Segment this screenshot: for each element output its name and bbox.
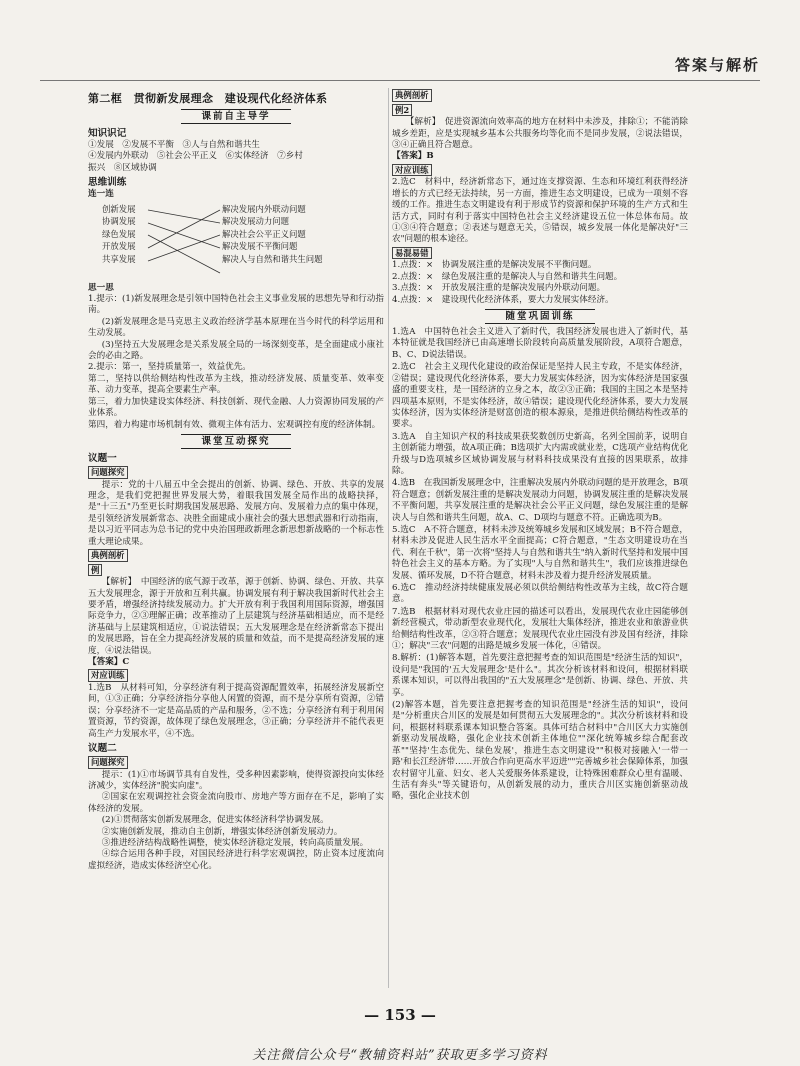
suitang-item: 4.选B 在我国新发展理念中，注重解决发展内外联动问题的是开放理念，B项符合题意；创新发展注重的是解决发展动力问题，协调发展注重的是解决发展不平衡问题，共享发展注重的是解决社会公平正义问题，绿色发展注重的是解决人与自然和谐共生问题，故A、C、D项均与题意不符。正确选项为B。 (392, 478, 688, 523)
daan1-text: 【答案】C (88, 656, 130, 667)
wenti2-line: 提示：(1)①市场调节具有自发性，受多种因素影响，使得资源投向实体经济减少，实体经济"脱实向虚"。 (88, 769, 384, 791)
siwei-heading: 思维训练 (88, 177, 127, 189)
si-para: (3)坚持五大发展理念是关系发展全局的一场深刻变革，是全面建成小康社会的必由之路。 (88, 339, 384, 362)
duiying1-label: 对应训练 (88, 669, 128, 682)
yihun-label: 易混易错 (392, 247, 432, 260)
suitang-item: 2.选C 社会主义现代化建设的政治保证是坚持人民主专政，不是实体经济，②错误；建设现代化经济体系，要大力发展实体经济，因为实体经济是国家强盛的重要支柱，是一国经济的立身之本，故②③正确；我国的主国之本是坚持四项基本原则，不是实体经济，故④错误；建设现代化经济体系，要大力发展实体经济，因为实体经济是财富创造的根本源泉，是推进供给侧结构性改革的要求。 (392, 362, 688, 430)
wenti2-line: ②国家在宏观调控社会资金流向股市、房地产等方面存在不足，影响了实体经济的发展。 (88, 792, 384, 814)
yihun-line: 3.点拨：× 开放发展注重的是解决发展内外联动问题。 (392, 283, 606, 294)
li1-label: 例 (88, 564, 102, 577)
si-para: 第二，坚持以供给侧结构性改革为主线，推动经济发展、质量变革、效率变革、动力变革，提高全要素生产率。 (88, 373, 384, 396)
wenti2-line: ④综合运用各种手段，对国民经济进行科学宏观调控，防止资本过度流向虚拟经济，造成实体经济空心化。 (88, 849, 384, 871)
banner-pre-class: 课前自主导学 (181, 109, 291, 124)
matching-diagram (88, 203, 384, 281)
header-tag: 答案与解析 (674, 56, 760, 74)
daan2-text: 【答案】B (392, 151, 434, 162)
si-para: 2.提示：第一，坚持质量第一，效益优先。 (88, 362, 251, 373)
suitang-item: (2)解答本题，首先要注意把握考查的知识范围是"经济生活的知识"，设问是"分析重庆合川区的发展是如何贯彻五大发展理念的"。其次分析该材料和设问，根据材料联系课本知识整合答案。具体可结合材料中"合川区大力实施创新驱动发展战略，强化企业技术创新主体地位""深化统筹城乡综合配套改革""坚持'生态优先、绿色发展'，推进生态文明建设""积极对接融入'一带一路'和长江经济带……开放合作向更高水平迈进""完善城乡社会保障体系，加强农村留守儿童、妇女、老人关爱服务体系建设，让特殊困难群众心里有温暖、生活有奔头"等关键语句，从创新发展的动力，重庆合川区实施创新驱动战略，强化企业技术创 (392, 700, 688, 802)
wenti1-text: 提示：党的十八届五中全会提出的创新、协调、绿色、开放、共享的发展理念，是我们党把握世界发展大势，着眼我国发展全局作出的战略抉择，是"十三五"乃至更长时期我国发展思路、发展方向、发展着力点的集中体现，是引领经济发展新常态、决胜全面建成小康社会的强大思想武器和行动指南，是以习近平同志为总书记的党中央治国理政新理念新思想新战略的一个标志性重大理论成果。 (88, 479, 384, 547)
matching-right-list (222, 203, 352, 266)
dianli2-label: 典例剖析 (392, 89, 432, 102)
yihun-line: 2.点拨：× 绿色发展注重的是解决人与自然和谐共生问题。 (392, 271, 623, 282)
suitang-item: 7.选B 根据材料对现代农业庄园的描述可以看出，发展现代农业庄园能够创新经营模式，带动新型农业现代化，发展壮大集体经济，推进农业和旅游业供给侧结构性改革，②③符合题意；发展现代农业庄园没有涉及国有经济，排除①；解决"三农"问题的出路是城乡发展一体化，④错误。 (392, 606, 688, 652)
duiying2-text: 2.选C 材料中，经济新常态下，通过连支撑资源、生态和环境红利获得经济增长的方式已经无法持续，另一方面，推进生态文明建设，已成为一项刻不容缓的工作。推进生态文明建设有利于形成节约资源和保护环境的生产方式和生活方式，同时有利于落实中国特色社会主义经济建设五位一体总体布局。故①③④符合题意；②表述与题意无关，⑤错误，城乡发展一体化是解决好"三农"问题的根本途径。 (392, 177, 688, 245)
matching-left-item: 共享发展 (102, 254, 136, 264)
si-para: (2)新发展理念是马克思主义政治经济学基本原理在当今时代的科学运用和生动发展。 (88, 316, 384, 339)
duiying2-label: 对应训练 (392, 164, 432, 177)
header-rule (40, 80, 760, 81)
zhishi-line: 振兴 ⑧区域协调 (88, 162, 157, 173)
yihun-line: 1.点拨：× 协调发展注重的是解决发展不平衡问题。 (392, 260, 597, 271)
banner-after-class: 随堂巩固训练 (485, 309, 595, 324)
yiti2-heading: 议题二 (88, 743, 117, 754)
page-number: — 153 — (364, 1006, 436, 1024)
suitang-item: 8.解析：(1)解答本题，首先要注意把握考查的知识范围是"经济生活的知识"，设问是"我国的'五大发展理念'是什么"。其次分析该材料和设问，根据材料联系课本知识，可以得出我国的"五大发展理念"是创新、协调、绿色、开放、共享。 (392, 653, 688, 698)
section-title: 第二框 贯彻新发展理念 建设现代化经济体系 (88, 92, 328, 105)
wenti2-line: ③推进经济结构战略性调整，使实体经济稳定发展，转向高质量发展。 (101, 838, 369, 849)
yiti1-heading: 议题一 (88, 452, 117, 464)
zhishi-list (88, 140, 384, 174)
si-para: 第四，着力构建市场机制有效、微观主体有活力、宏观调控有度的经济体制。 (88, 419, 381, 430)
matching-right-item: 解决发展动力问题 (222, 216, 289, 227)
yihun-list (392, 260, 688, 306)
si-answers (88, 294, 384, 431)
suitang-item: 6.选C 推动经济持续健康发展必须以供给侧结构性改革为主线，故C符合题意。 (392, 583, 688, 605)
si-para: 1.提示：(1)新发展理念是引领中国特色社会主义事业发展的思想先导和行动指南。 (88, 294, 384, 316)
matching-right-item: 解决社会公平正义问题 (222, 228, 306, 239)
wenti2-line: (2)①贯彻落实创新发展理念，促进实体经济科学协调发展。 (101, 815, 329, 826)
column-divider (388, 88, 389, 988)
footer-note: 关注微信公众号“教辅资料站”获取更多学习资料 (252, 1048, 548, 1063)
right-column (392, 88, 688, 988)
lian-heading: 连一连 (88, 189, 114, 200)
li2-label: 例2 (392, 104, 412, 117)
si-para: 第三，着力加快建设实体经济、科技创新、现代金融、人力资源协同发展的产业体系。 (88, 396, 384, 419)
suitang-item: 5.选C A不符合题意，材料未涉及统筹城乡发展和区域发展；B不符合题意，材料未涉及促进人民生活水平全面提高；C符合题意，"生态文明建设功在当代、利在千秋"，第一次将"坚持人与自然和谐共生"纳入新时代坚持和发展中国特色社会主义的基本方略。为了实现"人与自然和谐共生"，我们应该推进绿色发展、循环发展，D不符合题意，材料未涉及着力提升经济发展质量。 (392, 524, 688, 581)
jiexi2-text: 【解析】 促进资源流向效率高的地方在材料中未涉及，排除①；不能消除城乡差距，应是实现城乡基本公共服务均等化而不是同步发展，②说法错误，③④正确且符合题意。 (392, 117, 688, 150)
wenti2-list (88, 770, 384, 873)
matching-left-item: 协调发展 (102, 216, 136, 227)
matching-right-item: 解决发展内外联动问题 (222, 203, 306, 214)
yihun-line: 4.点拨：× 建设现代化经济体系，要大力发展实体经济。 (392, 294, 614, 305)
matching-left-item: 开放发展 (102, 241, 136, 252)
left-column (88, 88, 384, 988)
wenti2-label: 问题探究 (88, 756, 128, 769)
matching-left-list (102, 203, 162, 266)
dianli1-label: 典例剖析 (88, 549, 128, 562)
zhishi-heading: 知识识记 (88, 128, 127, 139)
page-header (0, 0, 800, 92)
matching-left-item: 绿色发展 (102, 228, 136, 239)
matching-left-item: 创新发展 (102, 203, 136, 214)
banner-in-class: 课堂互动探究 (181, 434, 291, 449)
zhishi-line: ①发展 ②发展不平衡 ③人与自然和谐共生 (88, 140, 260, 150)
matching-right-item: 解决发展不平衡问题 (222, 241, 298, 252)
suitang-item: 3.选A 自主知识产权的科技成果获奖数创历史新高，名列全国前茅，说明自主创新能力增强，故A项正确；B选项扩大内需或就业差，C选项产业结构优化升级与D选项城乡区域协调发展与材料科技成果没有直接的因果联系，故排除。 (392, 431, 688, 476)
zhishi-line: ④发展内外联动 ⑤社会公平正义 ⑥实体经济 ⑦乡村 (88, 151, 303, 162)
suitang-answers (392, 327, 688, 803)
duiying1-text: 1.选B 从材料可知，分享经济有利于提高资源配置效率，拓展经济发展新空间，①③正确；分享经济指分享他人闲置的资源，而不是分享所有资源，②错误；分享经济不一定是高品质的产品和服务，②不选；分享经济有利于利用闲置资源，节约资源，故体现了绿色发展理念，③正确；分享经济并不能代表更高生产力发展水平，④不选。 (88, 682, 384, 739)
wenti2-line: ②实施创新发展，推动自主创新，增强实体经济创新发展动力。 (101, 826, 343, 837)
wenti1-label: 问题探究 (88, 466, 128, 479)
si-heading: 思一思 (88, 282, 114, 293)
suitang-item: 1.选A 中国特色社会主义进入了新时代，我国经济发展也进入了新时代，基本特征就是我国经济已由高速增长阶段转向高质量发展阶段，A项符合题意，B、C、D说法错误。 (392, 327, 688, 360)
jiexi1-text: 【解析】 中国经济的底气源于改革，源于创新、协调、绿色、开放、共享五大发展理念，源于开放和互利共赢。协调发展有利于解决我国新时代社会主要矛盾，增强经济持续发展动力。扩大开放有利于我国利用国际资源，增强国际竞争力，②③理解正确；改革推动了上层建筑与经济基础相适应，而不是经济基础与上层建筑相适应，①说法错误；五大发展理念是在经济新常态下提出的发展思路，旨在全力提高经济发展的质量和效益，而不是提高经济发展的速度，④说法错误。 (88, 577, 384, 656)
matching-right-item: 解决人与自然和谐共生问题 (222, 254, 323, 264)
